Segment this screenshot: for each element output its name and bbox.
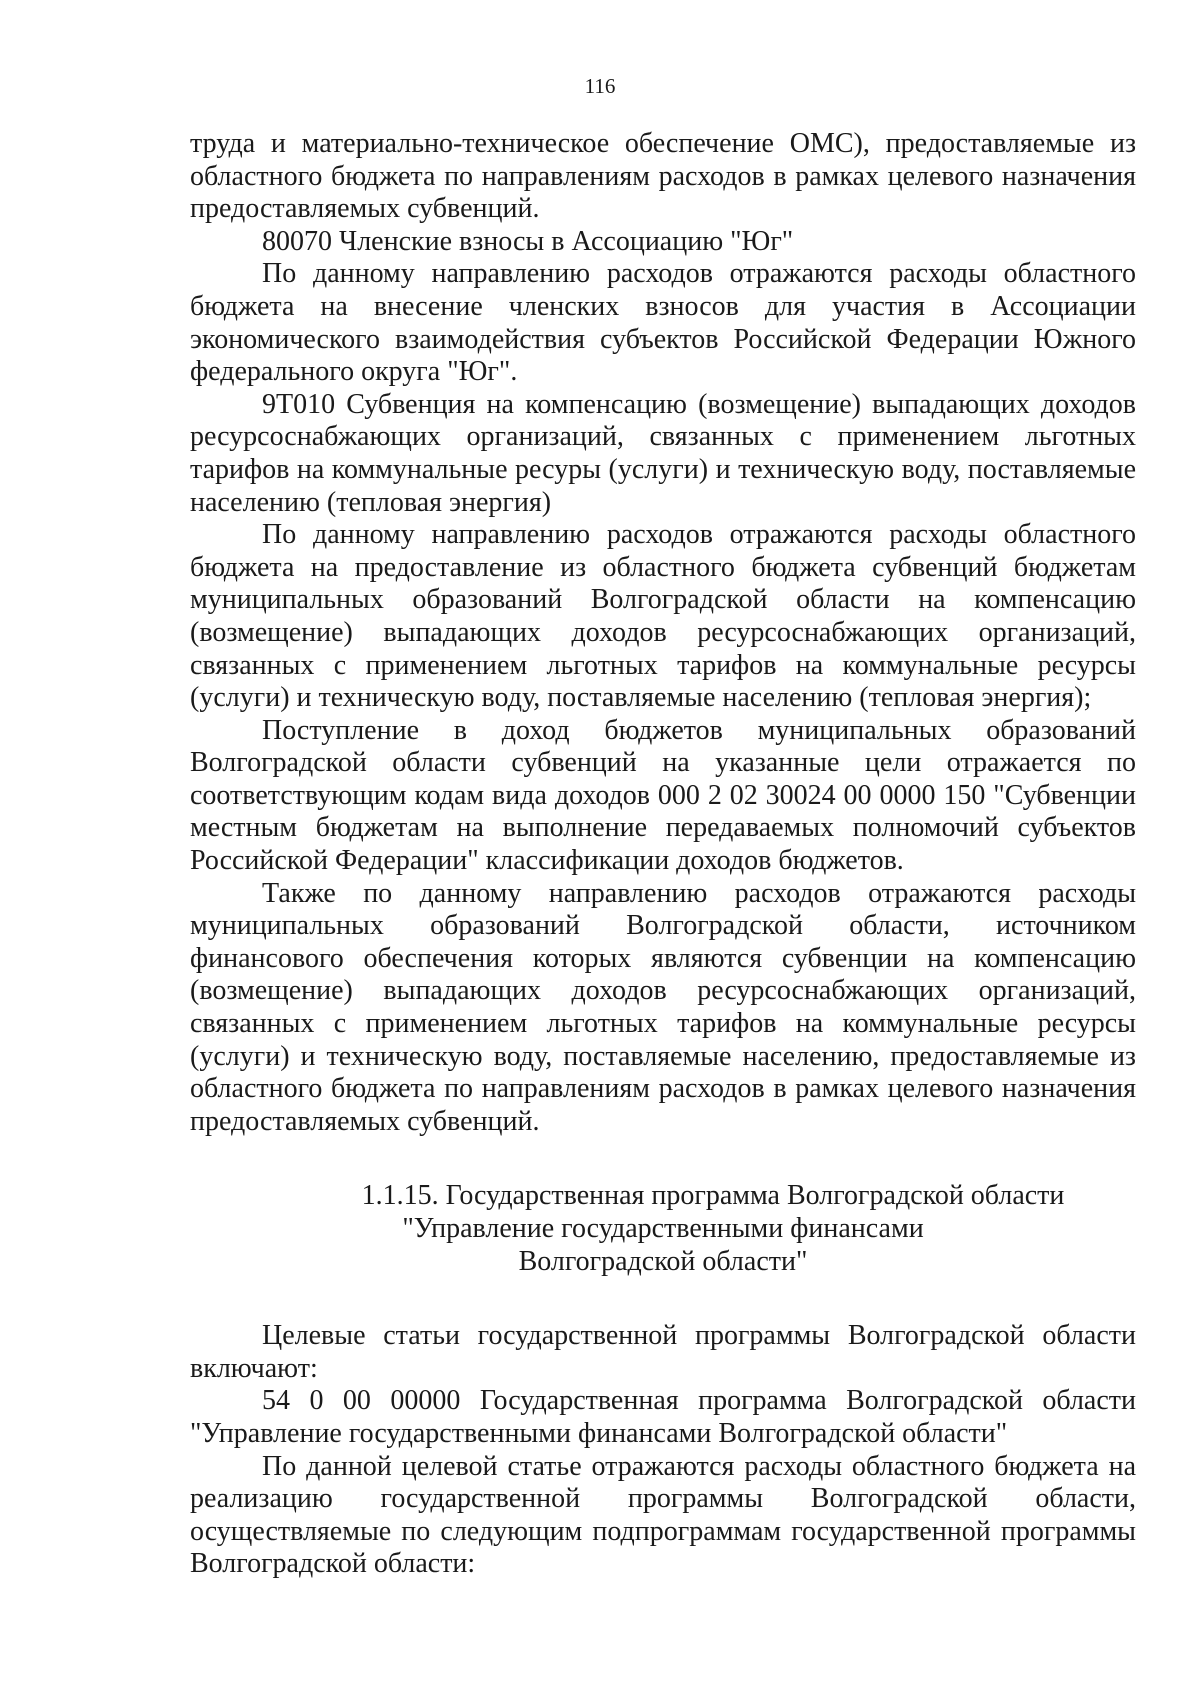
paragraph: Поступление в доход бюджетов муниципальных образований Волгоградской области субвенций на указанные цели отражается по соответствующим кодам вида доходов 000 2 02 30024 00 0000 150 "Субвенции местным бюджетам на выполнение передаваемых полномочий субъектов Российской Федерации" классификации доходов бюджетов.	[190, 714, 1136, 877]
target-article-heading: 80070 Членские взносы в Ассоциацию "Юг"	[262, 225, 794, 257]
paragraph: труда и материально-техническое обеспечение ОМС), предоставляемые из областного бюджета по направлениям расходов в рамках целевого назначения предоставляемых субвенций.	[190, 128, 1136, 225]
paragraph: По данной целевой статье отражаются расходы областного бюджета на реализацию государственной программы Волгоградской области, осуществляемые по следующим подпрограммам государственной программы Волгоградской области:	[190, 1450, 1136, 1580]
target-article-heading: 54 0 00 00000 Государственная программа Волгоградской области "Управление государственными финансами Волгоградской области"	[190, 1385, 1136, 1449]
paragraph: Целевые статьи государственной программы Волгоградской области включают:	[190, 1320, 1136, 1384]
paragraph: Также по данному направлению расходов отражаются расходы муниципальных образований Волгоградской области, источником финансового обеспечения которых являются субвенции на компенсацию (возмещение) выпадающих доходов ресурсоснабжающих организаций, связанных с применением льготных тарифов на коммунальные ресурсы (услуги) и техническую воду, поставляемые населению, предоставляемые из областного бюджета по направлениям расходов в рамках целевого назначения предоставляемых субвенций.	[190, 877, 1136, 1137]
page-number: 116	[584, 74, 616, 98]
section-heading-line: "Управление государственными финансами	[402, 1213, 924, 1244]
document-body	[190, 128, 1136, 1581]
target-article-heading: 9Т010 Субвенция на компенсацию (возмещение) выпадающих доходов ресурсоснабжающих организаций, связанных с применением льготных тарифов на коммунальные ресуры (услуги) и техническую воду, поставляемые населению (тепловая энергия)	[190, 388, 1136, 518]
section-heading	[190, 1180, 1136, 1278]
section-heading-line: Волгоградской области"	[518, 1245, 808, 1277]
paragraph: По данному направлению расходов отражаются расходы областного бюджета на внесение членских взносов для участия в Ассоциации экономического взаимодействия субъектов Российской Федерации Южного федерального округа "Юг".	[190, 258, 1136, 388]
paragraph: По данному направлению расходов отражаются расходы областного бюджета на предоставление из областного бюджета субвенций бюджетам муниципальных образований Волгоградской области на компенсацию (возмещение) выпадающих доходов ресурсоснабжающих организаций, связанных с применением льготных тарифов на коммунальные ресурсы (услуги) и техническую воду, поставляемые населению (тепловая энергия);	[190, 519, 1136, 714]
section-heading-line: 1.1.15. Государственная программа Волгоградской области	[361, 1180, 1065, 1212]
